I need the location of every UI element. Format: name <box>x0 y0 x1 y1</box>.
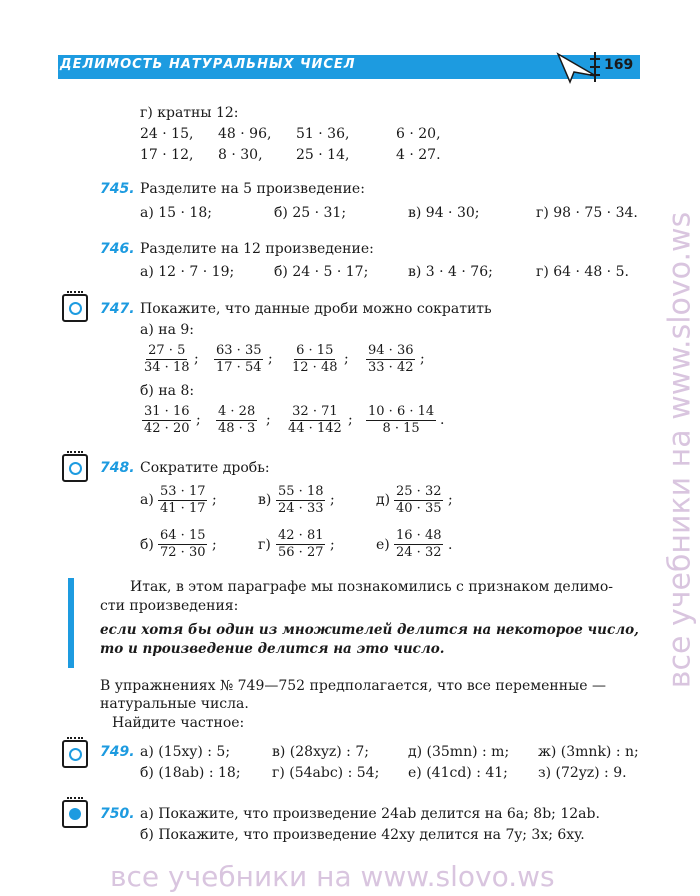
expr: а) 15 · 18; <box>140 205 212 221</box>
ring-icon <box>62 740 88 768</box>
separator: ; <box>330 492 335 508</box>
separator: . <box>440 412 445 428</box>
separator: ; <box>448 492 453 508</box>
expr: ж) (3mnk) : n; <box>538 744 639 760</box>
rule-text: сти произведения: <box>100 598 239 614</box>
rule-statement: если хотя бы один из множителей делится на некоторое число, <box>100 622 639 638</box>
chapter-title: ДЕЛИМОСТЬ НАТУРАЛЬНЫХ ЧИСЕЛ <box>60 57 356 72</box>
exercise-number: 748. <box>100 460 135 476</box>
subitem-label: б) на 8: <box>140 383 195 399</box>
expr: 17 · 12, <box>140 147 194 163</box>
separator: ; <box>344 351 349 367</box>
expr: з) (72yz) : 9. <box>538 765 627 781</box>
expr: в) (28xyz) : 7; <box>272 744 369 760</box>
rule-statement: то и произведение делится на это число. <box>100 641 445 657</box>
fraction: $\frac{42 \cdot 81}{56 \cdot 27}$ <box>278 528 324 560</box>
item-label: е) <box>376 537 390 553</box>
exercise-number: 745. <box>100 181 135 197</box>
exercise-text: б) Покажите, что произведение 42xy делится на 7y; 3x; 6xy. <box>140 827 585 843</box>
separator: . <box>448 537 453 553</box>
expr: г) (54abc) : 54; <box>272 765 380 781</box>
ring-icon <box>62 454 88 482</box>
separator: ; <box>266 412 271 428</box>
fraction: $\frac{55 \cdot 18}{24 \cdot 33}$ <box>278 484 324 516</box>
intro-text: В упражнениях № 749—752 предполагается, что все переменные — <box>100 678 606 694</box>
expr: 51 · 36, <box>296 126 350 142</box>
exercise-text: Покажите, что данные дроби можно сократить <box>140 301 492 317</box>
separator: ; <box>196 412 201 428</box>
watermark-side: все учебники на www.slovo.ws <box>662 211 698 689</box>
expr: а) (15xy) : 5; <box>140 744 231 760</box>
exercise-number: 750. <box>100 806 135 822</box>
fraction: $\frac{25 \cdot 32}{40 \cdot 35}$ <box>396 484 442 516</box>
expr: 48 · 96, <box>218 126 272 142</box>
expr: б) (18ab) : 18; <box>140 765 241 781</box>
exercise-number: 746. <box>100 241 135 257</box>
expr: в) 94 · 30; <box>408 205 480 221</box>
fraction: $\frac{63 \cdot 35}{17 \cdot 54}$ <box>216 343 262 375</box>
expr: е) (41cd) : 41; <box>408 765 508 781</box>
item-label: б) <box>140 537 154 553</box>
rule-text: Итак, в этом параграфе мы познакомились с признаком делимо- <box>130 579 613 595</box>
fraction: $\frac{94 \cdot 36}{33 \cdot 42}$ <box>368 343 414 375</box>
expr: г) 98 · 75 · 34. <box>536 205 638 221</box>
separator: ; <box>330 537 335 553</box>
expr: б) 24 · 5 · 17; <box>274 264 369 280</box>
item-label: в) <box>258 492 272 508</box>
item-label: а) <box>140 492 154 508</box>
expr: 4 · 27. <box>396 147 441 163</box>
fraction: $\frac{53 \cdot 17}{41 \cdot 17}$ <box>160 484 206 516</box>
separator: ; <box>212 537 217 553</box>
spiral-binding-icon <box>588 50 602 84</box>
exercise-text: Разделите на 12 произведение: <box>140 241 374 257</box>
expr: 25 · 14, <box>296 147 350 163</box>
exercise-number: 749. <box>100 744 135 760</box>
separator: ; <box>194 351 199 367</box>
separator: ; <box>212 492 217 508</box>
item-label: д) <box>376 492 391 508</box>
page-number: 169 <box>604 57 634 73</box>
expr: г) 64 · 48 · 5. <box>536 264 629 280</box>
rule-accent-bar <box>68 578 74 668</box>
separator: ; <box>348 412 353 428</box>
fraction: $\frac{10 \cdot 6 \cdot 14}{8 \cdot 15}$ <box>368 404 435 436</box>
fraction: $\frac{27 \cdot 5}{34 \cdot 18}$ <box>144 343 190 375</box>
ring-icon <box>62 294 88 322</box>
fraction: $\frac{31 \cdot 16}{42 \cdot 20}$ <box>144 404 190 436</box>
expr: а) 12 · 7 · 19; <box>140 264 235 280</box>
fraction: $\frac{16 \cdot 48}{24 \cdot 32}$ <box>396 528 442 560</box>
filled-dot-icon <box>62 800 88 828</box>
subitem-label: г) кратны 12: <box>140 105 239 121</box>
expr: 8 · 30, <box>218 147 263 163</box>
exercise-text: Сократите дробь: <box>140 460 270 476</box>
subitem-label: а) на 9: <box>140 322 195 338</box>
exercise-number: 747. <box>100 301 135 317</box>
separator: ; <box>420 351 425 367</box>
intro-text: Найдите частное: <box>112 715 245 731</box>
expr: в) 3 · 4 · 76; <box>408 264 493 280</box>
exercise-text: а) Покажите, что произведение 24ab делится на 6a; 8b; 12ab. <box>140 806 600 822</box>
expr: 6 · 20, <box>396 126 441 142</box>
fraction: $\frac{32 \cdot 71}{44 \cdot 142}$ <box>288 404 342 436</box>
watermark-bottom: все учебники на www.slovo.ws <box>110 860 555 893</box>
fraction: $\frac{4 \cdot 28}{48 \cdot 3}$ <box>218 404 256 436</box>
item-label: г) <box>258 537 271 553</box>
expr: б) 25 · 31; <box>274 205 347 221</box>
separator: ; <box>268 351 273 367</box>
fraction: $\frac{6 \cdot 15}{12 \cdot 48}$ <box>292 343 338 375</box>
fraction: $\frac{64 \cdot 15}{72 \cdot 30}$ <box>160 528 206 560</box>
exercise-text: Разделите на 5 произведение: <box>140 181 365 197</box>
intro-text: натуральные числа. <box>100 696 249 712</box>
expr: 24 · 15, <box>140 126 194 142</box>
expr: д) (35mn) : m; <box>408 744 510 760</box>
